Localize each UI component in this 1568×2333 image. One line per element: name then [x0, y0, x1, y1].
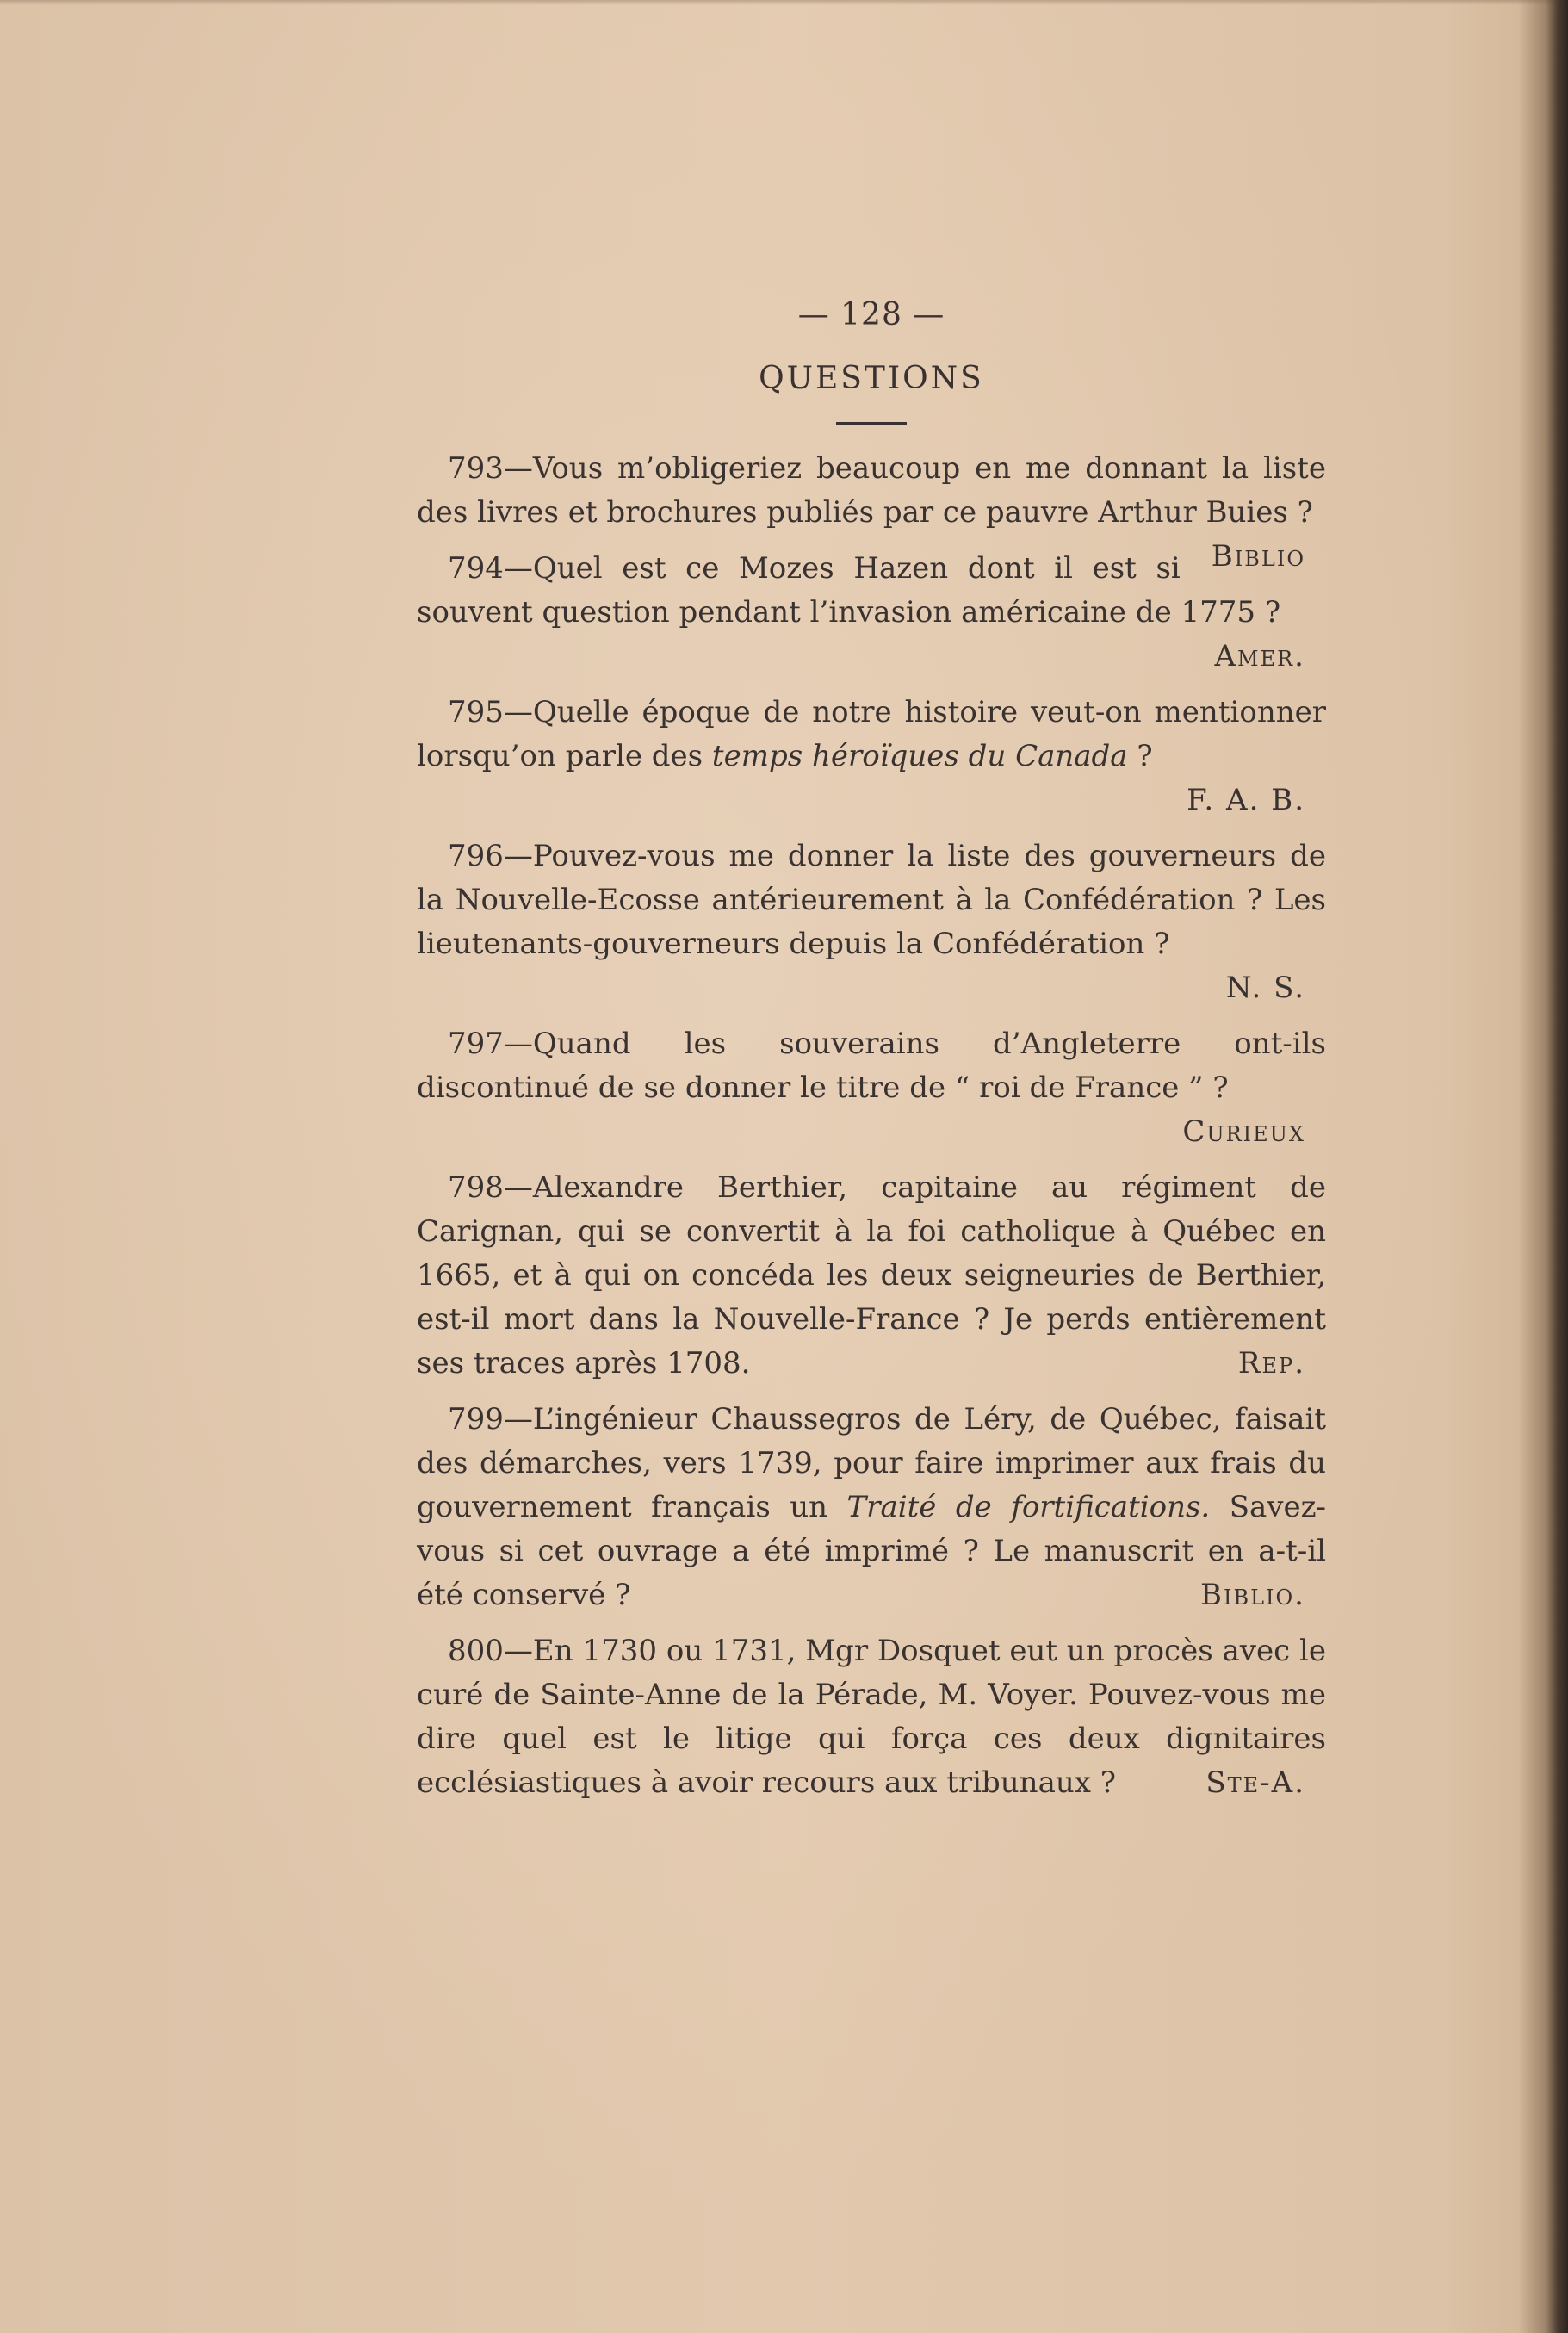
question-signature: Amer.	[1214, 639, 1305, 673]
question-798	[417, 1166, 1326, 1386]
section-title: QUESTIONS	[759, 361, 984, 396]
question-number: 799	[448, 1402, 504, 1436]
question-797	[417, 1022, 1326, 1154]
question-text-start: —Quelle époque de notre histoire veut-on mentionner lorsqu’on parle des	[417, 695, 1326, 773]
question-text: —En 1730 ou 1731, Mgr Dosquet eut un procès avec le curé de Sainte-Anne de la Pérade, M. Voyer. Pouvez-vous me dire quel est le litige qui força ces deux dignitaires ecclésiastiques à avoir recours aux tribunaux ?	[417, 1634, 1326, 1800]
question-text-italic: Traité de fortifications.	[846, 1490, 1211, 1524]
question-800	[417, 1629, 1326, 1805]
question-signature: Biblio	[1211, 539, 1305, 574]
question-number: 794	[448, 551, 504, 586]
question-796	[417, 835, 1326, 1010]
page-text-block	[417, 293, 1326, 1817]
page-number: — 128 —	[797, 297, 945, 332]
question-text-end: Savez-vous si cet ouvrage a été imprimé ? Le manuscrit en a-t-il été conservé ?	[417, 1490, 1327, 1612]
question-number: 800	[448, 1634, 504, 1668]
question-text: —Vous m’obligeriez beaucoup en me donnant la liste des livres et brochures publiés par ce pauvre Arthur Buies ?	[417, 451, 1326, 530]
question-signature: N. S.	[1225, 971, 1305, 1005]
question-signature: Biblio.	[1199, 1578, 1305, 1612]
question-signature: Ste-A.	[1205, 1765, 1305, 1800]
question-text: —Quand les souverains d’Angleterre ont-ils discontinué de se donner le titre de “ roi de France ” ?	[417, 1027, 1326, 1105]
question-795	[417, 691, 1326, 822]
question-number: 793	[448, 451, 504, 486]
question-signature: Curieux	[1182, 1114, 1305, 1149]
book-spine-shadow	[1518, 0, 1568, 2333]
question-number: 795	[448, 695, 504, 729]
question-text	[417, 695, 1326, 773]
question-number: 796	[448, 839, 504, 873]
question-text: —Alexandre Berthier, capitaine au régiment de Carignan, qui se convertit à la foi catholique à Québec en 1665, et à qui on concéda les deux seigneuries de Berthier, est-il mort dans la Nouvelle-France ? Je perds entièrement ses traces après 1708.	[417, 1170, 1326, 1381]
question-text-end: ?	[1127, 739, 1153, 773]
page-top-edge	[0, 0, 1568, 5]
question-text-italic: temps héroïques du Canada	[711, 739, 1128, 773]
question-number: 798	[448, 1170, 504, 1205]
question-number: 797	[448, 1027, 504, 1061]
question-signature: F. A. B.	[1187, 783, 1305, 817]
question-text-start: —L’ingénieur Chaussegros de Léry, de Québec, faisait des démarches, vers 1739, pour faire imprimer aux frais du gouvernement français un	[417, 1402, 1326, 1524]
question-text: —Pouvez-vous me donner la liste des gouverneurs de la Nouvelle-Ecosse antérieurement à la Confédération ? Les lieutenants-gouverneurs depuis la Confédération ?	[417, 839, 1326, 961]
question-799	[417, 1398, 1326, 1617]
question-text: —Quel est ce Mozes Hazen dont il est si souvent question pendant l’invasion américaine de 1775 ?	[417, 551, 1281, 630]
title-rule	[836, 422, 907, 425]
question-signature: Rep.	[1237, 1346, 1305, 1381]
